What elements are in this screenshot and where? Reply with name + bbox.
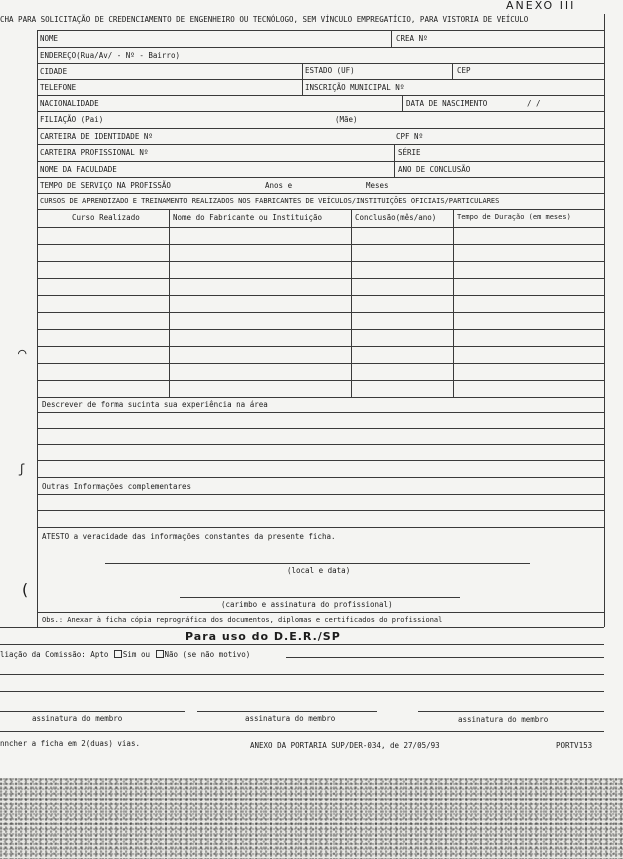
field-carteira-profissional: CARTEIRA PROFISSIONAL Nº bbox=[40, 148, 149, 157]
field-crea: CREA Nº bbox=[396, 34, 428, 43]
field-filiacao-mae: (Mãe) bbox=[335, 115, 358, 124]
field-cpf: CPF Nº bbox=[396, 132, 424, 141]
reason-line bbox=[286, 657, 604, 658]
experience-line bbox=[37, 460, 604, 461]
row-line bbox=[37, 161, 604, 162]
experience-line bbox=[37, 444, 604, 445]
member-signature-line bbox=[0, 711, 185, 712]
nao-checkbox[interactable] bbox=[156, 650, 164, 658]
der-section-title: Para uso do D.E.R./SP bbox=[185, 630, 341, 643]
row-line bbox=[37, 209, 604, 210]
courses-col-fabricante: Nome do Fabricante ou Instituição bbox=[173, 213, 323, 222]
field-cep: CEP bbox=[457, 66, 471, 75]
frame-right bbox=[604, 14, 605, 627]
field-cidade: CIDADE bbox=[40, 67, 68, 76]
footer-code: PORTV153 bbox=[556, 741, 593, 750]
other-info-line bbox=[37, 510, 604, 511]
field-nacionalidade: NACIONALIDADE bbox=[40, 99, 99, 108]
courses-col-tempo: Tempo de Duração (em meses) bbox=[457, 213, 571, 221]
footer-copies: nncher a ficha em 2(duas) vias. bbox=[0, 739, 140, 748]
member-signature-line bbox=[418, 711, 604, 712]
member-signature-label-3: assinatura do membro bbox=[458, 715, 549, 724]
field-endereco: ENDEREÇO(Rua/Av/ - Nº - Bairro) bbox=[40, 51, 180, 60]
row-line bbox=[37, 612, 604, 613]
row-line bbox=[37, 63, 604, 64]
reason-line bbox=[0, 674, 604, 675]
courses-row-line bbox=[37, 312, 604, 313]
courses-row-line bbox=[37, 295, 604, 296]
field-nascimento: DATA DE NASCIMENTO bbox=[406, 99, 488, 108]
date-separators: / / bbox=[527, 99, 541, 108]
member-signature-label-2: assinatura do membro bbox=[245, 714, 336, 723]
obs-note: Obs.: Anexar à ficha cópia reprográfica dos documentos, diplomas e certificados do profissional bbox=[42, 616, 443, 624]
row-line bbox=[37, 128, 604, 129]
courses-row-line bbox=[37, 261, 604, 262]
experience-label: Descrever de forma sucinta sua experiência na área bbox=[42, 400, 268, 409]
courses-col-divider bbox=[453, 209, 454, 397]
field-serie: SÉRIE bbox=[398, 148, 421, 157]
row-line bbox=[37, 79, 604, 80]
field-filiacao-pai: FILIAÇÃO (Pai) bbox=[40, 115, 104, 124]
row-line bbox=[0, 627, 604, 628]
experience-line bbox=[37, 428, 604, 429]
courses-row-line bbox=[37, 227, 604, 228]
field-telefone: TELEFONE bbox=[40, 83, 77, 92]
member-signature-line bbox=[197, 711, 377, 712]
field-meses: Meses bbox=[366, 181, 389, 190]
other-info-line bbox=[37, 527, 604, 528]
row-line bbox=[37, 47, 604, 48]
courses-row-line bbox=[37, 278, 604, 279]
field-nome: NOME bbox=[40, 34, 59, 43]
row-line bbox=[37, 111, 604, 112]
courses-row-line bbox=[37, 397, 604, 398]
field-divider bbox=[302, 63, 303, 95]
field-conclusao: ANO DE CONCLUSÃO bbox=[398, 165, 471, 174]
field-inscricao: INSCRIÇÃO MUNICIPAL Nº bbox=[305, 83, 405, 92]
commission-evaluation-label: liação da Comissão: Apto bbox=[0, 650, 109, 659]
other-info-label: Outras Informações complementares bbox=[42, 482, 192, 491]
handwritten-mark: ( bbox=[20, 580, 30, 599]
courses-row-line bbox=[37, 244, 604, 245]
experience-line bbox=[37, 477, 604, 478]
courses-col-curso: Curso Realizado bbox=[72, 213, 140, 222]
form-title: CHA PARA SOLICITAÇÃO DE CREDENCIAMENTO DE ENGENHEIRO OU TECNÓLOGO, SEM VÍNCULO EMPREGATÍCIO, PARA VISTORIA DE VEÍCULO bbox=[0, 15, 529, 24]
courses-title: CURSOS DE APRENDIZADO E TREINAMENTO REALIZADOS NOS FABRICANTES DE VEÍCULOS/INSTITUIÇÕES OFICIAIS/PARTICULARES bbox=[40, 197, 500, 205]
courses-row-line bbox=[37, 329, 604, 330]
field-rg: CARTEIRA DE IDENTIDADE Nº bbox=[40, 132, 153, 141]
courses-col-divider bbox=[169, 209, 170, 397]
scan-noise bbox=[0, 778, 623, 859]
footer-portaria: ANEXO DA PORTARIA SUP/DER-034, de 27/05/93 bbox=[250, 741, 440, 750]
field-divider bbox=[452, 63, 453, 79]
field-faculdade: NOME DA FACULDADE bbox=[40, 165, 117, 174]
field-divider bbox=[394, 144, 395, 177]
sim-checkbox[interactable] bbox=[114, 650, 122, 658]
field-anos: Anos e bbox=[265, 181, 293, 190]
row-line bbox=[37, 95, 604, 96]
courses-row-line bbox=[37, 346, 604, 347]
annex-label: ANEXO III bbox=[506, 0, 576, 12]
courses-col-conclusao: Conclusão(mês/ano) bbox=[355, 213, 437, 222]
row-line bbox=[0, 644, 604, 645]
row-line bbox=[0, 731, 604, 732]
reason-line bbox=[0, 691, 604, 692]
courses-col-divider bbox=[351, 209, 352, 397]
commission-evaluation bbox=[0, 650, 250, 659]
attestation-text: ATESTO a veracidade das informações constantes da presente ficha. bbox=[42, 532, 336, 541]
field-divider bbox=[402, 95, 403, 111]
experience-line bbox=[37, 412, 604, 413]
nao-label: Não (se não motivo) bbox=[164, 650, 251, 659]
member-signature-label-1: assinatura do membro bbox=[32, 714, 123, 723]
other-info-line bbox=[37, 494, 604, 495]
signature-label: (carimbo e assinatura do profissional) bbox=[221, 600, 393, 609]
row-line bbox=[37, 193, 604, 194]
sim-label: Sim ou bbox=[122, 650, 150, 659]
row-line bbox=[37, 177, 604, 178]
local-date-line bbox=[105, 563, 530, 564]
handwritten-mark: ʃ bbox=[18, 462, 26, 476]
field-divider bbox=[391, 30, 392, 47]
handwritten-mark: ⌒ bbox=[18, 345, 27, 361]
field-estado: ESTADO (UF) bbox=[305, 66, 355, 75]
local-date-label: (local e data) bbox=[287, 566, 351, 575]
courses-row-line bbox=[37, 363, 604, 364]
courses-row-line bbox=[37, 380, 604, 381]
row-line bbox=[37, 144, 604, 145]
signature-line bbox=[180, 597, 460, 598]
field-tempo-servico: TEMPO DE SERVIÇO NA PROFISSÃO bbox=[40, 181, 171, 190]
row-line bbox=[37, 30, 604, 31]
